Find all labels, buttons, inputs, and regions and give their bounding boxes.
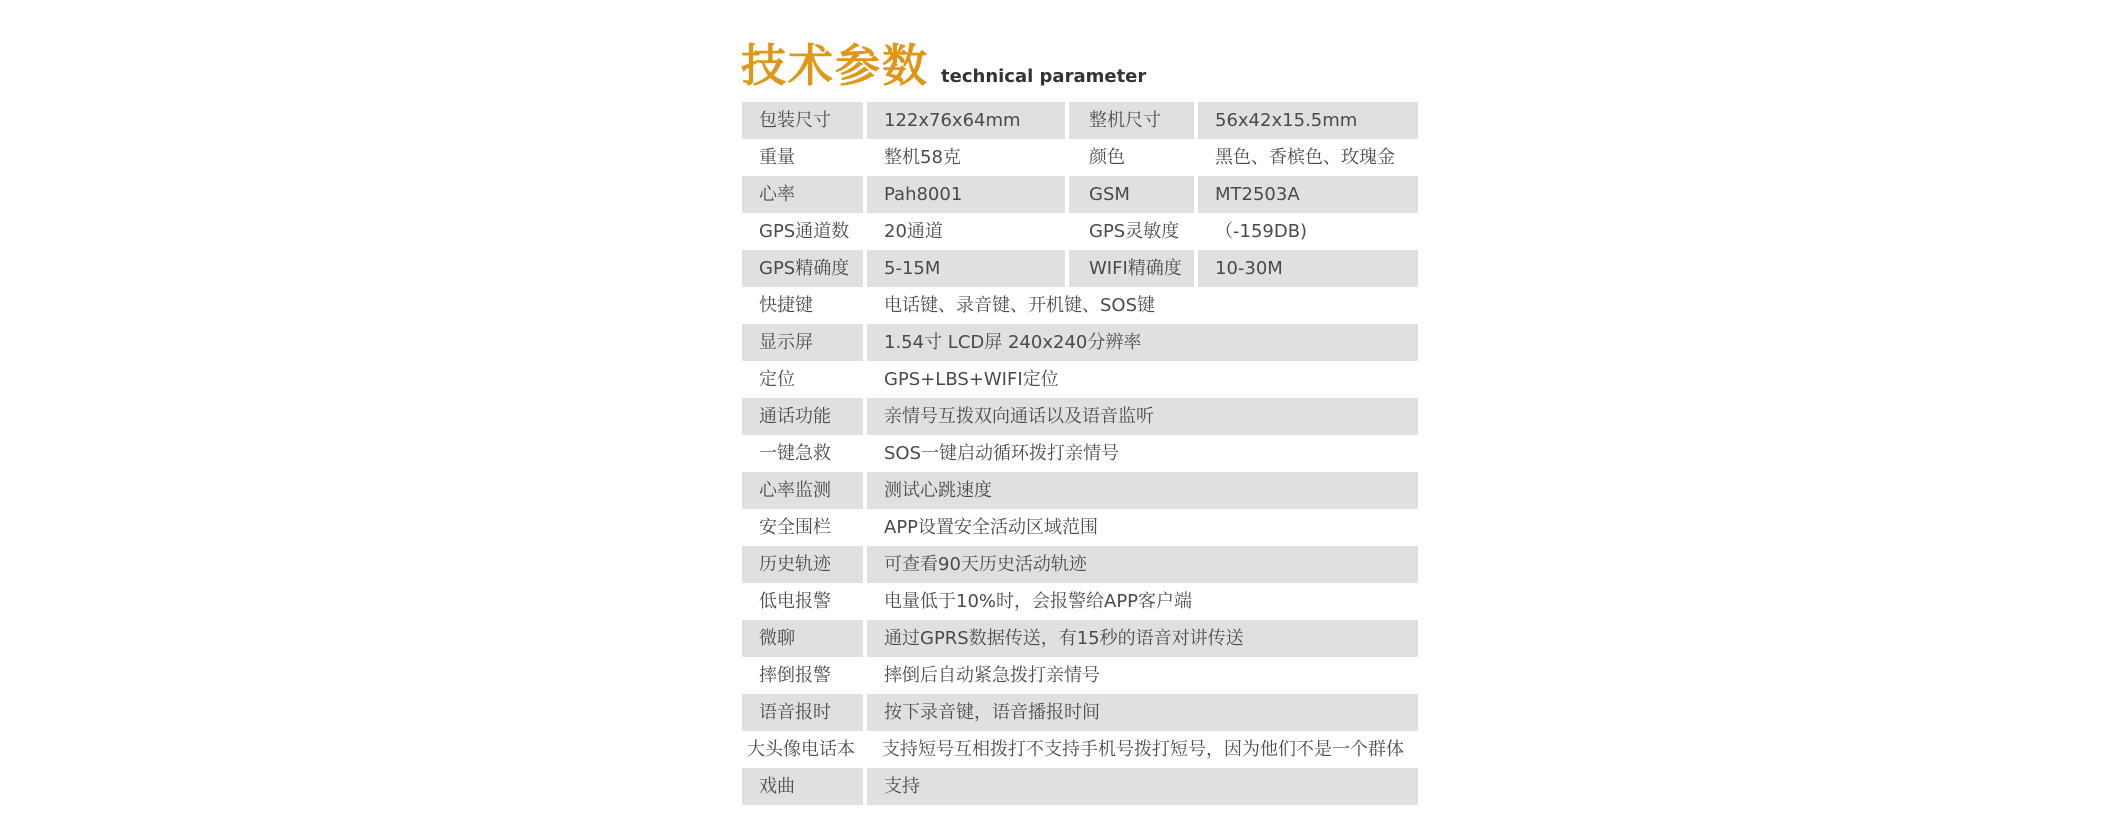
page-subtitle: technical parameter [941,66,1147,87]
spec-row [742,657,1418,694]
spec-value: 通过GPRS数据传送，有15秒的语音对讲传送 [867,620,1418,657]
spec-label: GPS通道数 [742,213,863,250]
spec-row [742,398,1418,435]
spec-value: 整机58克 [867,139,1065,176]
spec-label: 整机尺寸 [1069,102,1194,139]
spec-value: 122x76x64mm [867,102,1065,139]
spec-value: 56x42x15.5mm [1198,102,1418,139]
spec-row [742,287,1418,324]
spec-value: 按下录音键，语音播报时间 [867,694,1418,731]
spec-row [742,731,1418,768]
spec-label: 心率 [742,176,863,213]
spec-row [742,176,1418,213]
spec-label: GSM [1069,176,1194,213]
spec-label: 戏曲 [742,768,863,805]
spec-label: 显示屏 [742,324,863,361]
spec-value: Pah8001 [867,176,1065,213]
spec-value: 支持短号互相拨打不支持手机号拨打短号，因为他们不是一个群体 [867,731,1418,768]
spec-row [742,546,1418,583]
spec-row [742,694,1418,731]
spec-value: APP设置安全活动区域范围 [867,509,1418,546]
spec-label: 包装尺寸 [742,102,863,139]
spec-label: GPS灵敏度 [1069,213,1194,250]
spec-label: 快捷键 [742,287,863,324]
spec-label: 颜色 [1069,139,1194,176]
spec-value: 亲情号互拨双向通话以及语音监听 [867,398,1418,435]
spec-row [742,139,1418,176]
spec-label: GPS精确度 [742,250,863,287]
page-header [741,38,1146,94]
spec-value: 1.54寸 LCD屏 240x240分辨率 [867,324,1418,361]
spec-table [742,102,1418,805]
spec-value: 电话键、录音键、开机键、SOS键 [867,287,1418,324]
spec-value: 20通道 [867,213,1065,250]
spec-value: 5-15M [867,250,1065,287]
page-title: 技术参数 [741,39,930,92]
spec-label: WIFI精确度 [1069,250,1194,287]
spec-row [742,509,1418,546]
spec-label: 重量 [742,139,863,176]
spec-label: 大头像电话本 [742,731,863,768]
spec-row [742,102,1418,139]
spec-label: 语音报时 [742,694,863,731]
spec-label: 历史轨迹 [742,546,863,583]
spec-label: 低电报警 [742,583,863,620]
spec-value: SOS一键启动循环拨打亲情号 [867,435,1418,472]
spec-row [742,583,1418,620]
spec-row [742,435,1418,472]
spec-label: 通话功能 [742,398,863,435]
spec-value: MT2503A [1198,176,1418,213]
spec-value: 可查看90天历史活动轨迹 [867,546,1418,583]
spec-label: 微聊 [742,620,863,657]
spec-label: 安全围栏 [742,509,863,546]
spec-row [742,620,1418,657]
spec-row [742,472,1418,509]
spec-row [742,361,1418,398]
spec-value: （-159DB) [1198,213,1418,250]
spec-label: 心率监测 [742,472,863,509]
spec-value: 黑色、香槟色、玫瑰金 [1198,139,1418,176]
spec-value: 摔倒后自动紧急拨打亲情号 [867,657,1418,694]
spec-value: 10-30M [1198,250,1418,287]
spec-row [742,250,1418,287]
spec-row [742,213,1418,250]
spec-label: 一键急救 [742,435,863,472]
spec-value: 测试心跳速度 [867,472,1418,509]
spec-label: 定位 [742,361,863,398]
spec-value: GPS+LBS+WIFI定位 [867,361,1418,398]
spec-row [742,768,1418,805]
spec-value: 电量低于10%时，会报警给APP客户端 [867,583,1418,620]
spec-label: 摔倒报警 [742,657,863,694]
spec-value: 支持 [867,768,1418,805]
spec-row [742,324,1418,361]
